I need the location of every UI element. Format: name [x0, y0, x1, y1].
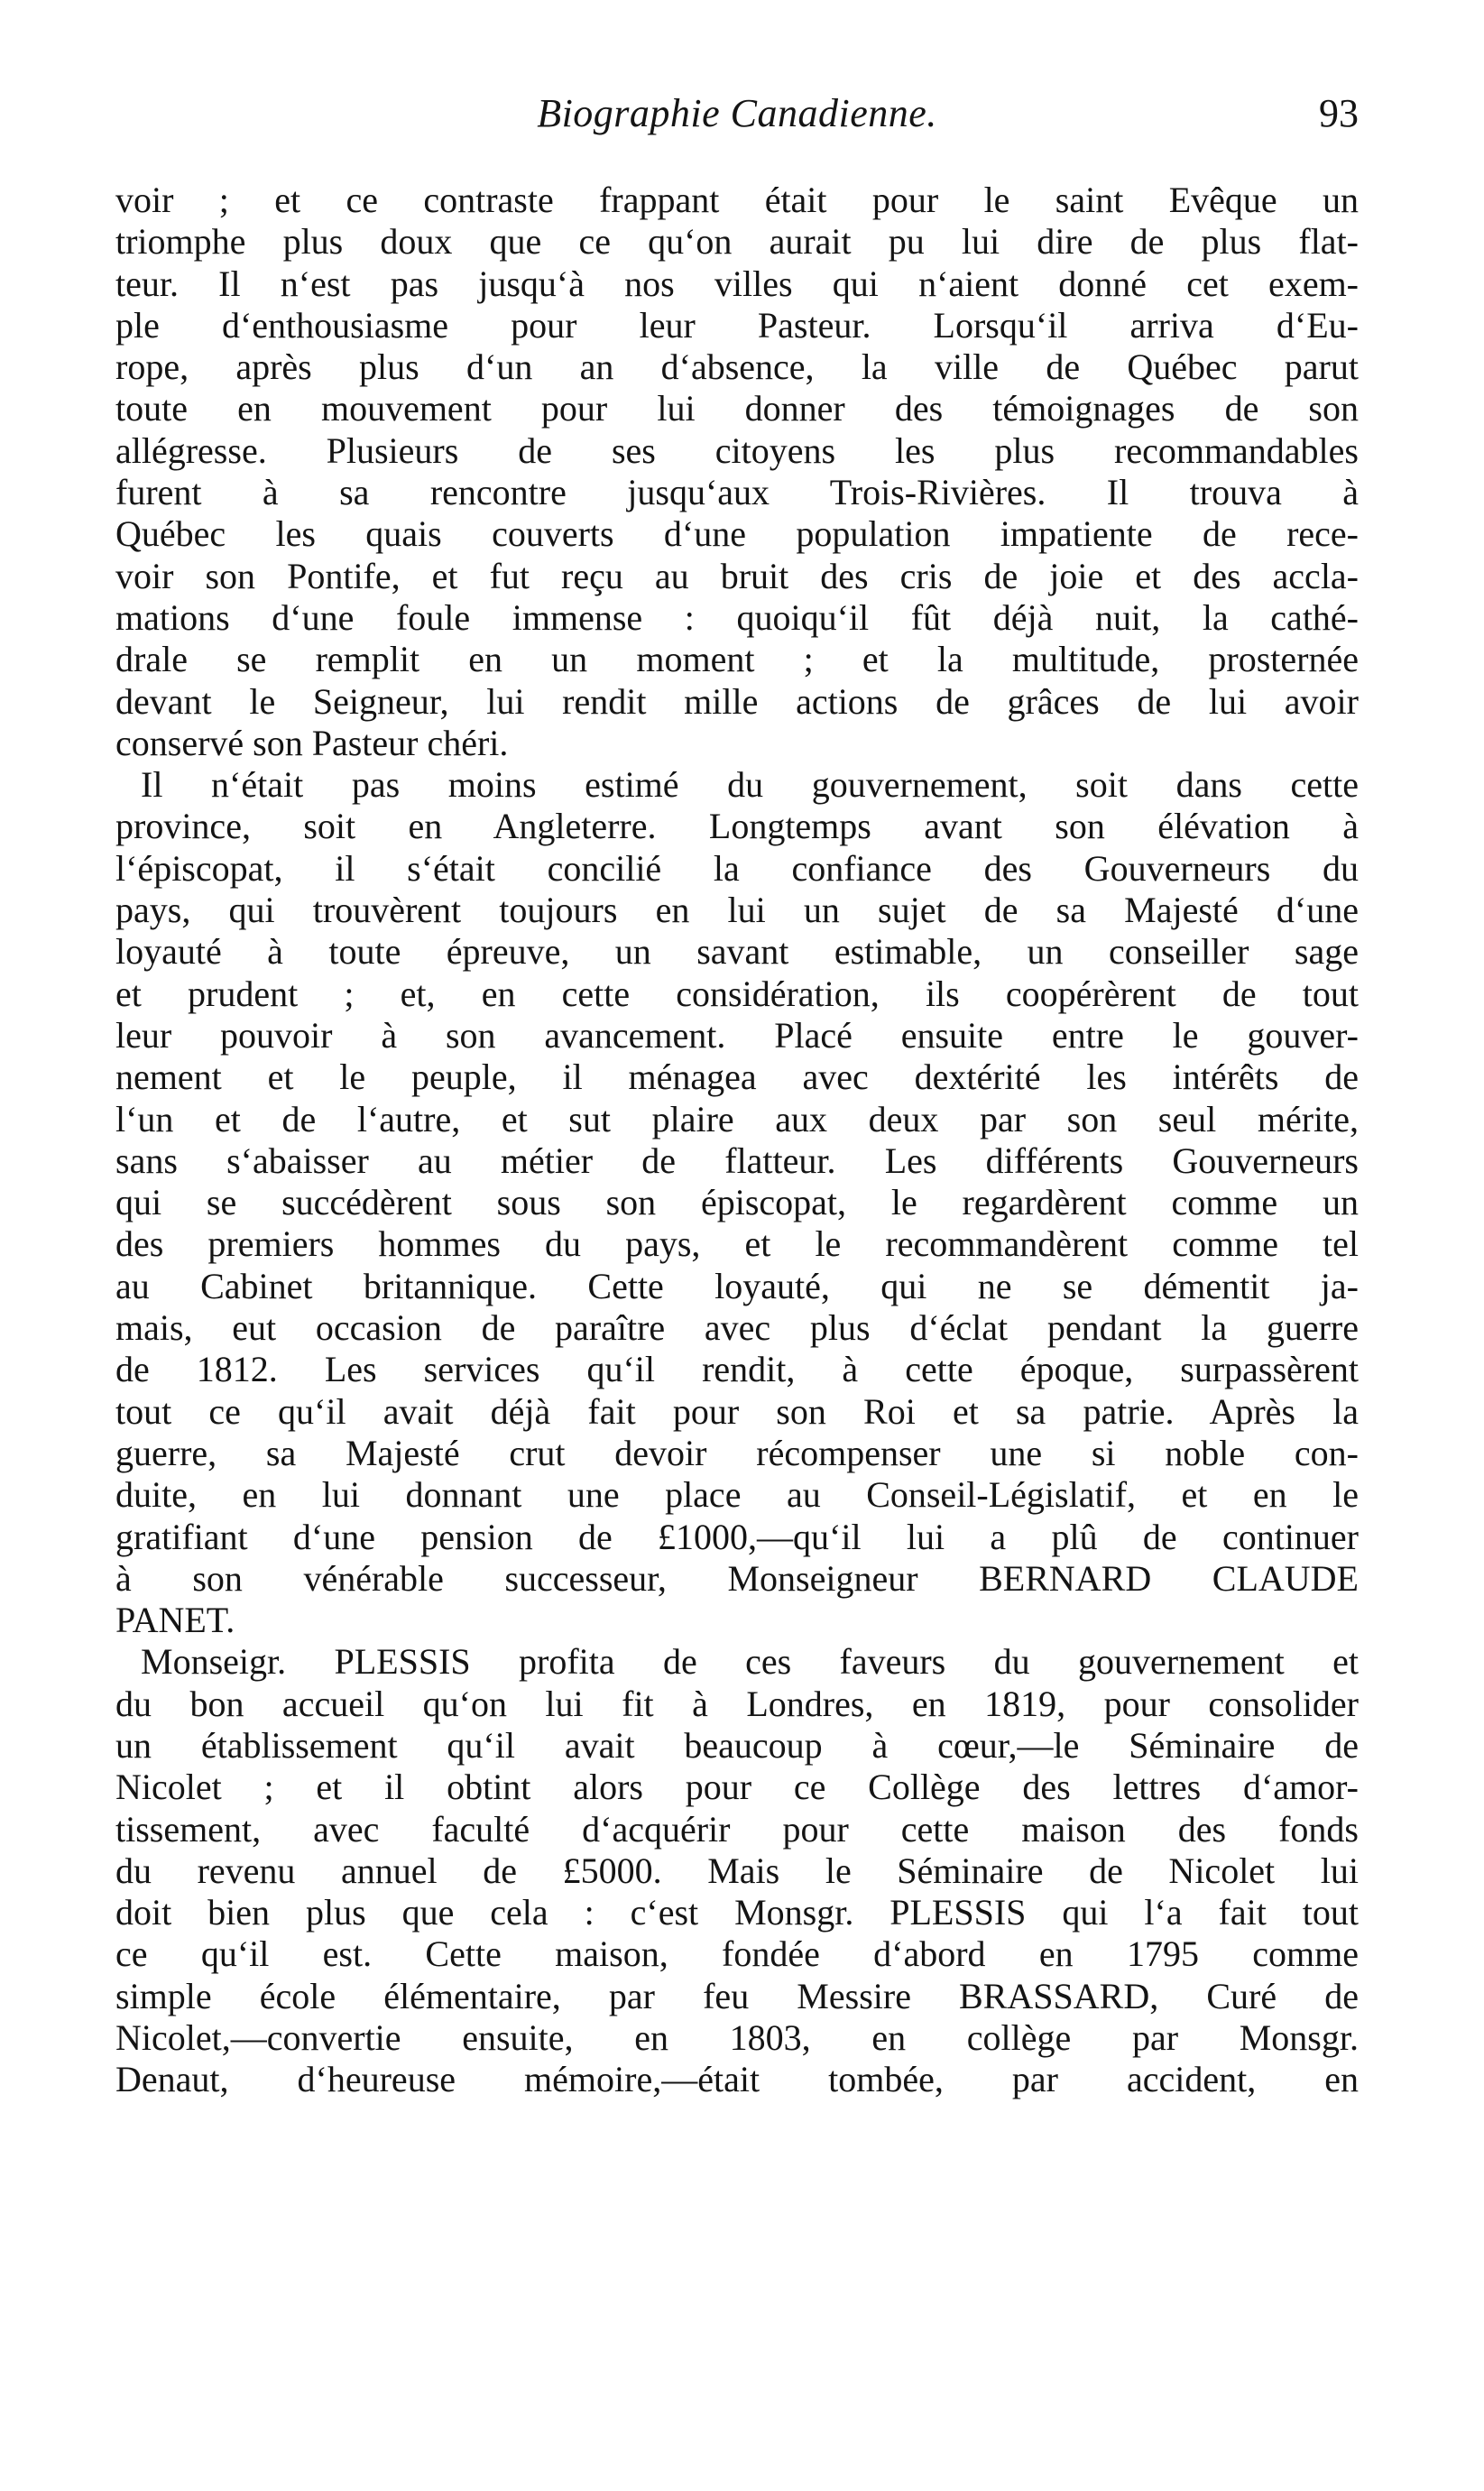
text-line: de 1812. Les services qu‘il rendit, à cette époque, surpassèrent [115, 1349, 1359, 1390]
text-line: gratifiant d‘une pension de £1000,—qu‘il lui a plû de continuer [115, 1516, 1359, 1557]
text-line: du bon accueil qu‘on lui fit à Londres, en 1819, pour consolider [115, 1683, 1359, 1724]
text-line: Monseigr. PLESSIS profita de ces faveurs du gouvernement et [141, 1641, 1359, 1683]
page-number: 93 [1319, 91, 1359, 135]
text-line: mais, eut occasion de paraître avec plus d‘éclat pendant la guerre [115, 1307, 1359, 1349]
text-line: leur pouvoir à son avancement. Placé ensuite entre le gouver- [115, 1014, 1359, 1056]
text-line: Nicolet,—convertie ensuite, en 1803, en collège par Monsgr. [115, 2017, 1359, 2059]
text-line: PANET. [115, 1600, 235, 1641]
text-line: loyauté à toute épreuve, un savant estimable, un conseiller sage [115, 931, 1359, 973]
text-line: rope, après plus d‘un an d‘absence, la ville de Québec parut [115, 346, 1359, 388]
text-line: du revenu annuel de £5000. Mais le Séminaire de Nicolet lui [115, 1850, 1359, 1891]
text-line: conservé son Pasteur chéri. [115, 722, 509, 763]
text-line: l‘épiscopat, il s‘était concilié la confiance des Gouverneurs du [115, 847, 1359, 889]
text-line: des premiers hommes du pays, et le recommandèrent comme tel [115, 1223, 1359, 1265]
text-line: devant le Seigneur, lui rendit mille actions de grâces de lui avoir [115, 680, 1359, 722]
text-line: ce qu‘il est. Cette maison, fondée d‘abord en 1795 comme [115, 1933, 1359, 1975]
text-line: simple école élémentaire, par feu Messire BRASSARD, Curé de [115, 1975, 1359, 2016]
text-line: au Cabinet britannique. Cette loyauté, qui ne se démentit ja- [115, 1265, 1359, 1306]
text-line: ple d‘enthousiasme pour leur Pasteur. Lorsqu‘il arriva d‘Eu- [115, 304, 1359, 346]
text-line: province, soit en Angleterre. Longtemps avant son élévation à [115, 806, 1359, 847]
text-line: allégresse. Plusieurs de ses citoyens les plus recommandables [115, 429, 1359, 471]
text-line: nement et le peuple, il ménagea avec dextérité les intérêts de [115, 1056, 1359, 1098]
text-line: Il n‘était pas moins estimé du gouvernement, soit dans cette [141, 764, 1359, 806]
text-line: Denaut, d‘heureuse mémoire,—était tombée, par accident, en [115, 2059, 1359, 2100]
text-line: triomphe plus doux que ce qu‘on aurait pu lui dire de plus flat- [115, 221, 1359, 263]
text-line: l‘un et de l‘autre, et sut plaire aux deux par son seul mérite, [115, 1098, 1359, 1139]
text-line: teur. Il n‘est pas jusqu‘à nos villes qui n‘aient donné cet exem- [115, 263, 1359, 304]
text-line: voir son Pontife, et fut reçu au bruit des cris de joie et des accla- [115, 555, 1359, 596]
text-line: voir ; et ce contraste frappant était pour le saint Evêque un [115, 180, 1359, 220]
body-text [115, 180, 1359, 2101]
text-line: furent à sa rencontre jusqu‘aux Trois-Rivières. Il trouva à [115, 472, 1359, 513]
text-line: un établissement qu‘il avait beaucoup à cœur,—le Séminaire de [115, 1724, 1359, 1766]
text-line: toute en mouvement pour lui donner des témoignages de son [115, 388, 1359, 429]
running-title: Biographie Canadienne. [537, 91, 937, 135]
text-line: guerre, sa Majesté crut devoir récompenser une si noble con- [115, 1432, 1359, 1473]
page-header [115, 87, 1359, 141]
text-line: duite, en lui donnant une place au Conseil-Législatif, et en le [115, 1474, 1359, 1516]
text-line: sans s‘abaisser au métier de flatteur. Les différents Gouverneurs [115, 1139, 1359, 1181]
text-line: Québec les quais couverts d‘une population impatiente de rece- [115, 513, 1359, 555]
text-line: Nicolet ; et il obtint alors pour ce Collège des lettres d‘amor- [115, 1767, 1359, 1808]
text-line: à son vénérable successeur, Monseigneur BERNARD CLAUDE [115, 1557, 1359, 1599]
text-line: doit bien plus que cela : c‘est Monsgr. PLESSIS qui l‘a fait tout [115, 1892, 1359, 1933]
text-line: tissement, avec faculté d‘acquérir pour cette maison des fonds [115, 1808, 1359, 1850]
text-line: drale se remplit en un moment ; et la multitude, prosternée [115, 639, 1359, 680]
text-line: tout ce qu‘il avait déjà fait pour son Roi et sa patrie. Après la [115, 1390, 1359, 1432]
text-line: pays, qui trouvèrent toujours en lui un sujet de sa Majesté d‘une [115, 890, 1359, 931]
text-line: qui se succédèrent sous son épiscopat, le regardèrent comme un [115, 1182, 1359, 1223]
text-line: mations d‘une foule immense : quoiqu‘il fût déjà nuit, la cathé- [115, 596, 1359, 638]
text-line: et prudent ; et, en cette considération, ils coopérèrent de tout [115, 973, 1359, 1014]
